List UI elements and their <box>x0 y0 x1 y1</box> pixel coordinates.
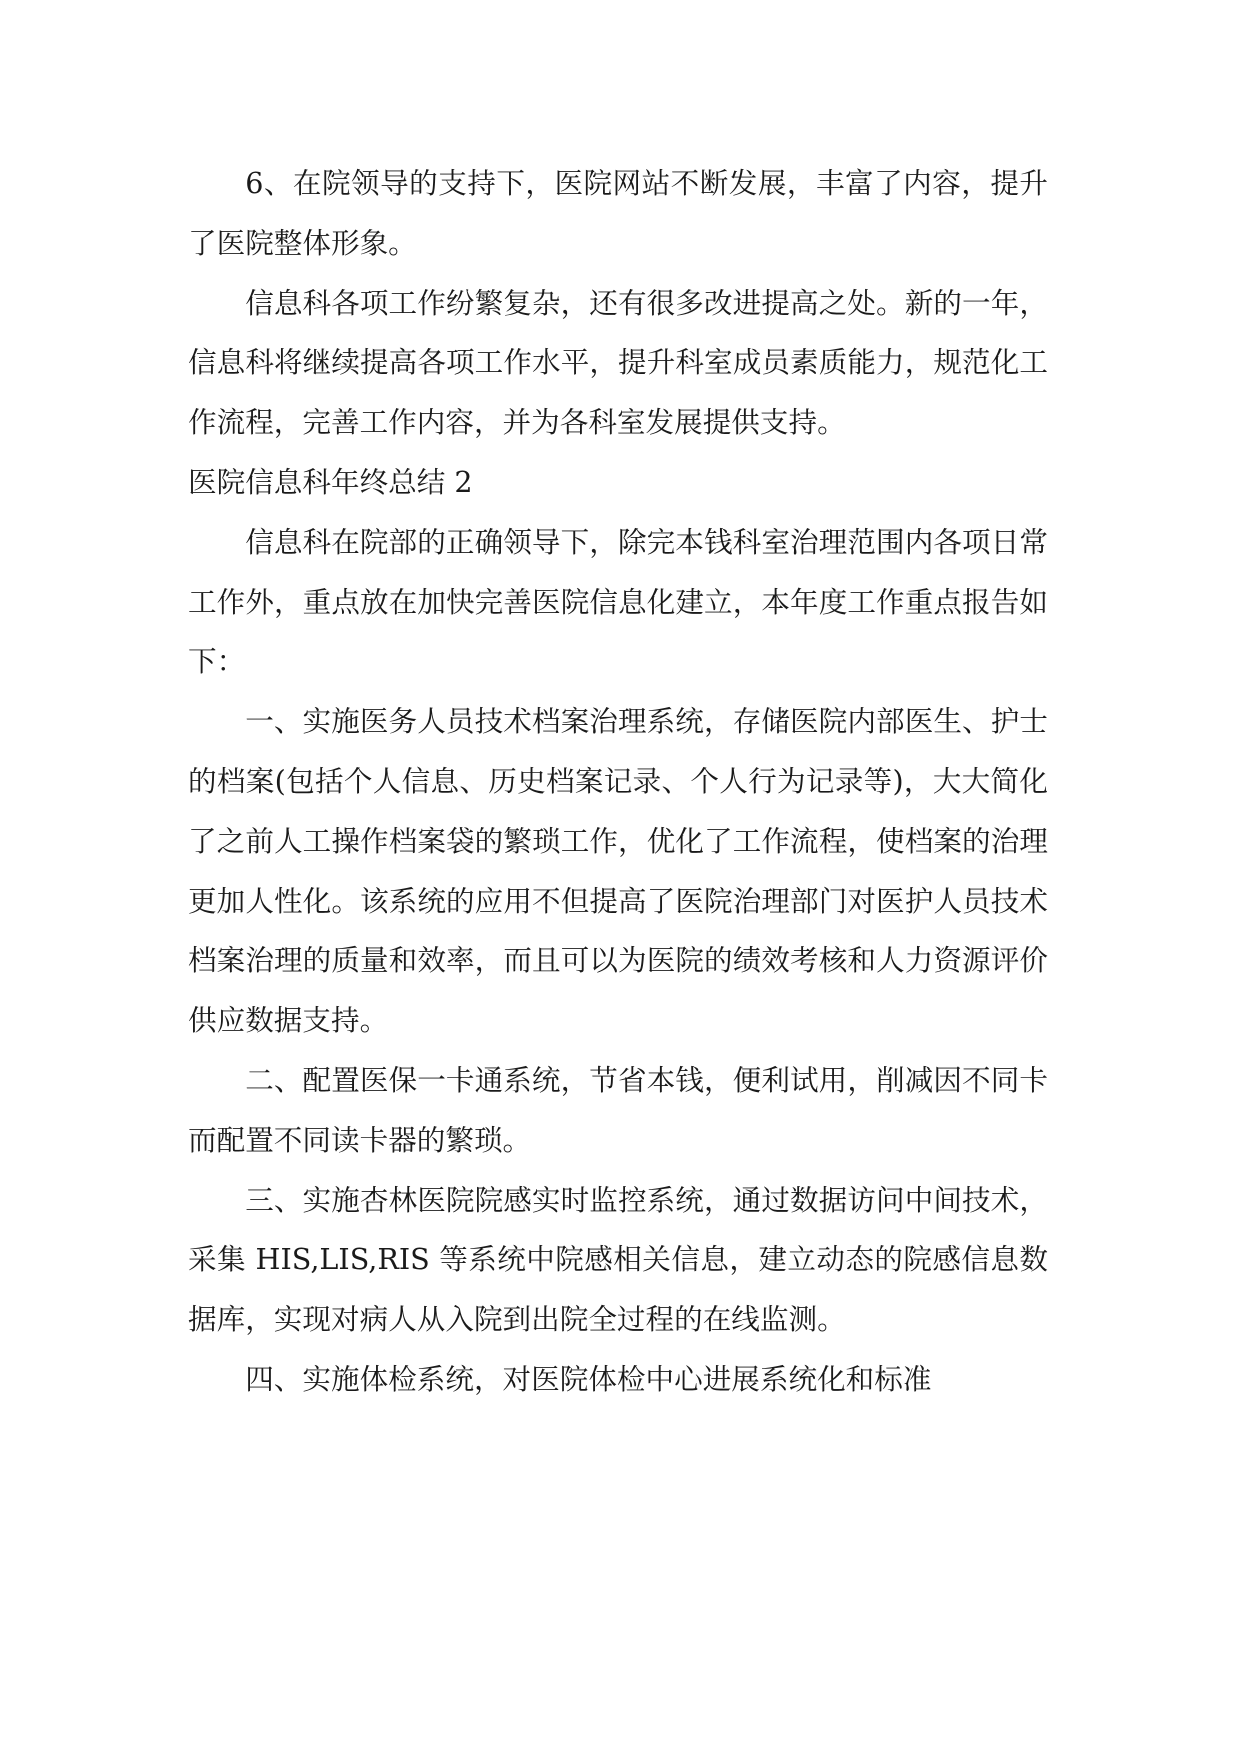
paragraph-item-3: 三、实施杏林医院院感实时监控系统，通过数据访问中间技术，采集 HIS,LIS,RIS 等系统中院感相关信息，建立动态的院感信息数据库，实现对病人从入院到出院全过程的在线监测。 <box>188 1182 1048 1337</box>
paragraph-intro: 信息科在院部的正确领导下，除完本钱科室治理范围内各项日常工作外，重点放在加快完善医院信息化建立，本年度工作重点报告如下： <box>188 524 1048 679</box>
paragraph-outlook: 信息科各项工作纷繁复杂，还有很多改进提高之处。新的一年，信息科将继续提高各项工作水平，提升科室成员素质能力，规范化工作流程，完善工作内容，并为各科室发展提供支持。 <box>188 285 1048 440</box>
section-heading: 医院信息科年终总结 2 <box>188 464 473 499</box>
paragraph-item-1: 一、实施医务人员技术档案治理系统，存储医院内部医生、护士的档案(包括个人信息、历史档案记录、个人行为记录等)，大大简化了之前人工操作档案袋的繁琐工作，优化了工作流程，使档案的治理更加人性化。该系统的应用不但提高了医院治理部门对医护人员技术档案治理的质量和效率，而且可以为医院的绩效考核和人力资源评价供应数据支持。 <box>188 704 1048 1038</box>
paragraph-item-4: 四、实施体检系统，对医院体检中心进展系统化和标准 <box>245 1361 932 1396</box>
paragraph-item-2: 二、配置医保一卡通系统，节省本钱，便利试用，削减因不同卡而配置不同读卡器的繁琐。 <box>188 1062 1048 1157</box>
document-body <box>188 154 1048 1410</box>
paragraph-website: 6、在院领导的支持下，医院网站不断发展，丰富了内容，提升了医院整体形象。 <box>188 166 1048 260</box>
